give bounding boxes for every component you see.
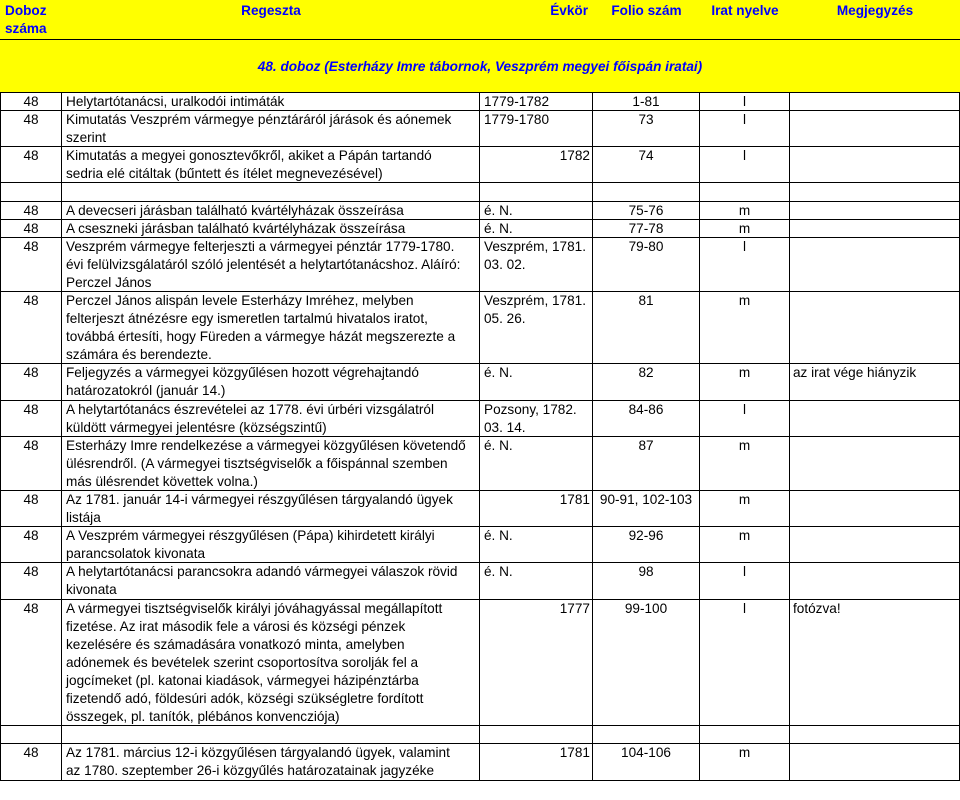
date-cell: [480, 147, 593, 182]
language-cell: l: [700, 600, 790, 726]
table-row: [0, 491, 960, 527]
regeszta-cell: [62, 220, 480, 237]
note-cell: [790, 491, 960, 526]
regeszta-cell: [62, 238, 480, 291]
folio-cell: 74: [593, 147, 700, 182]
language-cell: m: [700, 437, 790, 490]
column-header-box-number: [0, 0, 62, 39]
folio-cell: 82: [593, 364, 700, 399]
language-cell: m: [700, 202, 790, 219]
date-line: 03. 14.: [484, 419, 526, 435]
box-title-row: [0, 40, 960, 93]
table-row: [0, 93, 960, 111]
language-cell: l: [700, 93, 790, 110]
regeszta-line: A cseszneki járásban található kvártélyházak összeírása: [66, 220, 406, 236]
regeszta-line: A helytartótanácsi parancsokra adandó vármegyei válaszok rövid: [66, 564, 458, 580]
note-cell: [790, 401, 960, 436]
date-cell: [480, 726, 593, 743]
column-header-row: [0, 0, 960, 40]
regeszta-line: jogcímeket (pl. katonai kiadások, vármegyei házipénztárba: [66, 672, 419, 688]
regeszta-line: számára és berendezte.: [66, 347, 212, 363]
date-line: é. N.: [484, 437, 513, 453]
box-title: 48. doboz (Esterházy Imre tábornok, Veszprém megyei főispán iratai): [257, 58, 703, 74]
date-line: Veszprém, 1781.: [484, 293, 587, 309]
date-cell: [480, 600, 593, 726]
regeszta-line: felterjeszt átnézésre egy ismeretlen tartalmú hivatalos iratot,: [66, 311, 428, 327]
table-row: [0, 600, 960, 727]
note-cell: [790, 111, 960, 146]
date-cell: [480, 744, 593, 779]
language-cell: [700, 183, 790, 200]
folio-cell: [593, 726, 700, 743]
date-line: 03. 02.: [484, 256, 526, 272]
folio-cell: 98: [593, 563, 700, 598]
regeszta-line: adónemek és bevételek szerint csoportosítva sorolják fel a: [66, 654, 419, 670]
regeszta-cell: [62, 527, 480, 562]
date-line: 1779-1782: [484, 94, 550, 109]
regeszta-line: az 1780. szeptember 26-i közgyűlés határozatainak jagyzéke: [66, 763, 435, 779]
date-cell: [480, 93, 593, 110]
table-row: [0, 437, 960, 491]
regeszta-line: Perczel János alispán levele Esterházy Imréhez, melyben: [66, 293, 414, 309]
note-cell: [790, 147, 960, 182]
date-line: é. N.: [484, 202, 513, 218]
regeszta-line: kezelésére és számadására vonatkozó minta, amelyben: [66, 636, 405, 652]
regeszta-line: évi felülvizsgálatáról szóló jelentését a helytartótanácshoz. Aláíró:: [66, 256, 461, 272]
box-number-cell: 48: [0, 744, 62, 779]
date-cell: [480, 437, 593, 490]
date-cell: [480, 401, 593, 436]
language-cell: m: [700, 292, 790, 363]
regeszta-cell: [62, 401, 480, 436]
language-cell: l: [700, 563, 790, 598]
language-cell: l: [700, 111, 790, 146]
regeszta-line: sedria elé citáltak (bűntett és ítélet megnevezésével): [66, 166, 383, 182]
regeszta-cell: [62, 147, 480, 182]
date-cell: [480, 238, 593, 291]
note-cell: [790, 726, 960, 743]
table-row: [0, 220, 960, 238]
box-number-cell: 48: [0, 364, 62, 399]
note-cell: [790, 563, 960, 598]
note-cell: [790, 183, 960, 200]
language-cell: m: [700, 491, 790, 526]
regeszta-line: A helytartótanács észrevételei az 1778. évi úrbéri vizsgálatról: [66, 401, 434, 417]
regeszta-cell: [62, 183, 480, 200]
box-number-cell: 48: [0, 220, 62, 237]
regeszta-cell: [62, 292, 480, 363]
note-cell: [790, 437, 960, 490]
regeszta-line: A devecseri járásban található kvártélyházak összeírása: [66, 202, 404, 218]
date-cell: [480, 202, 593, 219]
note-cell: [790, 527, 960, 562]
regeszta-line: Esterházy Imre rendelkezése a vármegyei közgyűlésen követendő: [66, 437, 466, 453]
box-number-cell: [0, 726, 62, 743]
box-number-cell: 48: [0, 600, 62, 726]
regeszta-line: összegek, pl. tanítók, plébános konvencziója): [66, 708, 340, 724]
language-cell: l: [700, 147, 790, 182]
language-cell: m: [700, 364, 790, 399]
regeszta-line: Kimutatás a megyei gonosztevőkről, akiket a Pápán tartandó: [66, 148, 432, 164]
regeszta-line: kivonata: [66, 582, 117, 598]
regeszta-line: Helytartótanácsi, uralkodói intimáták: [66, 94, 285, 109]
language-cell: [700, 726, 790, 743]
date-line: Pozsony, 1782.: [484, 401, 577, 417]
column-header-note: Megjegyzés: [836, 3, 914, 18]
column-header-regeszta: Regeszta: [241, 3, 301, 18]
note-cell: [790, 744, 960, 779]
column-header-folio: Folio szám: [611, 3, 682, 18]
date-cell: [480, 292, 593, 363]
regeszta-line: Kimutatás Veszprém vármegye pénztáráról járások és aónemek: [66, 112, 452, 128]
box-number-cell: 48: [0, 202, 62, 219]
table-row-empty: [0, 183, 960, 201]
table-row: [0, 292, 960, 364]
regeszta-line: ülésrendről. (A vármegyei tisztségviselők a főispánnal szemben: [66, 455, 448, 471]
date-line: é. N.: [484, 528, 513, 544]
folio-cell: 99-100: [593, 600, 700, 726]
folio-cell: 87: [593, 437, 700, 490]
date-line: é. N.: [484, 220, 513, 236]
box-number-cell: 48: [0, 93, 62, 110]
folio-cell: 90-91, 102-103: [593, 491, 700, 526]
folio-cell: 84-86: [593, 401, 700, 436]
regeszta-cell: [62, 93, 480, 110]
language-cell: l: [700, 401, 790, 436]
regeszta-cell: [62, 563, 480, 598]
folio-cell: 81: [593, 292, 700, 363]
table-row: [0, 563, 960, 599]
note-cell: [790, 93, 960, 110]
regeszta-line: Veszprém vármegye felterjeszti a vármegyei pénztár 1779-1780.: [66, 238, 455, 254]
date-line: 1779-1780: [484, 112, 550, 128]
regeszta-line: Az 1781. január 14-i vármegyei részgyűlésen tárgyalandó ügyek: [66, 492, 453, 508]
regeszta-cell: [62, 491, 480, 526]
language-cell: m: [700, 220, 790, 237]
language-cell: m: [700, 527, 790, 562]
column-header-language: Irat nyelve: [711, 3, 779, 18]
date-cell: [480, 527, 593, 562]
regeszta-line: listája: [66, 510, 101, 526]
table-row: [0, 364, 960, 400]
regeszta-line: továbbá értesíti, hogy Füreden a vármegye házát megszerezte a: [66, 329, 456, 345]
language-cell: m: [700, 744, 790, 779]
date-line: é. N.: [484, 564, 513, 580]
regeszta-cell: [62, 744, 480, 779]
folio-cell: 75-76: [593, 202, 700, 219]
table-row: [0, 744, 960, 780]
regeszta-cell: [62, 600, 480, 726]
regeszta-cell: [62, 437, 480, 490]
box-number-cell: [0, 183, 62, 200]
date-cell: [480, 220, 593, 237]
table-row: [0, 147, 960, 183]
regeszta-cell: [62, 111, 480, 146]
box-number-cell: 48: [0, 292, 62, 363]
date-cell: [480, 111, 593, 146]
folio-cell: 73: [593, 111, 700, 146]
box-number-cell: 48: [0, 111, 62, 146]
table-body: [0, 93, 960, 781]
column-header-box-number-line: száma: [5, 21, 47, 36]
regeszta-line: határozatokról (január 14.): [66, 383, 226, 399]
box-number-cell: 48: [0, 491, 62, 526]
folio-cell: 79-80: [593, 238, 700, 291]
regeszta-cell: [62, 202, 480, 219]
folio-cell: 104-106: [593, 744, 700, 779]
box-number-cell: 48: [0, 147, 62, 182]
box-number-cell: 48: [0, 527, 62, 562]
regeszta-line: A Veszprém vármegyei részgyűlésen (Pápa) kihirdetett királyi: [66, 528, 435, 544]
date-line: 1781: [559, 745, 590, 761]
table-row-empty: [0, 726, 960, 744]
date-line: 1781: [559, 492, 590, 508]
regeszta-line: Perczel János: [66, 274, 152, 290]
table-row: [0, 111, 960, 147]
regeszta-line: Feljegyzés a vármegyei közgyűlésen hozott végrehajtandó: [66, 365, 419, 381]
regeszta-line: parancsolatok kivonata: [66, 546, 206, 562]
regeszta-cell: [62, 364, 480, 399]
regeszta-line: Az 1781. március 12-i közgyűlésen tárgyalandó ügyek, valamint: [66, 745, 450, 761]
date-line: 1782: [559, 148, 590, 164]
note-cell: fotózva!: [790, 600, 960, 726]
box-number-cell: 48: [0, 437, 62, 490]
regeszta-line: szerint: [66, 130, 107, 146]
table-row: [0, 202, 960, 220]
regeszta-cell: [62, 726, 480, 743]
regeszta-line: más ülésrendet követtek volna.): [66, 473, 258, 489]
column-header-box-number-line: Doboz: [5, 3, 47, 18]
language-cell: l: [700, 238, 790, 291]
table-row: [0, 238, 960, 292]
box-number-cell: 48: [0, 563, 62, 598]
regeszta-line: fizetendő adó, földesúri adók, községi szükségletre fordított: [66, 690, 424, 706]
regeszta-line: A vármegyei tisztségviselők királyi jóváhagyással megállapított: [66, 600, 443, 616]
table-row: [0, 401, 960, 437]
date-line: 05. 26.: [484, 311, 526, 327]
date-line: Veszprém, 1781.: [484, 238, 587, 254]
note-cell: [790, 202, 960, 219]
note-cell: [790, 220, 960, 237]
folio-cell: 1-81: [593, 93, 700, 110]
date-line: é. N.: [484, 365, 513, 381]
note-cell: az irat vége hiányzik: [790, 364, 960, 399]
date-cell: [480, 364, 593, 399]
folio-cell: 77-78: [593, 220, 700, 237]
box-number-cell: 48: [0, 401, 62, 436]
regeszta-line: fizetése. Az irat második fele a városi és községi pénzek: [66, 618, 406, 634]
date-line: 1777: [559, 600, 590, 616]
regeszta-line: küldött vármegyei jelentésre (községszintű): [66, 419, 327, 435]
folio-cell: 92-96: [593, 527, 700, 562]
note-cell: [790, 238, 960, 291]
column-header-date: Évkör: [550, 3, 588, 18]
date-cell: [480, 491, 593, 526]
date-cell: [480, 563, 593, 598]
box-number-cell: 48: [0, 238, 62, 291]
folio-cell: [593, 183, 700, 200]
table-row: [0, 527, 960, 563]
date-cell: [480, 183, 593, 200]
note-cell: [790, 292, 960, 363]
